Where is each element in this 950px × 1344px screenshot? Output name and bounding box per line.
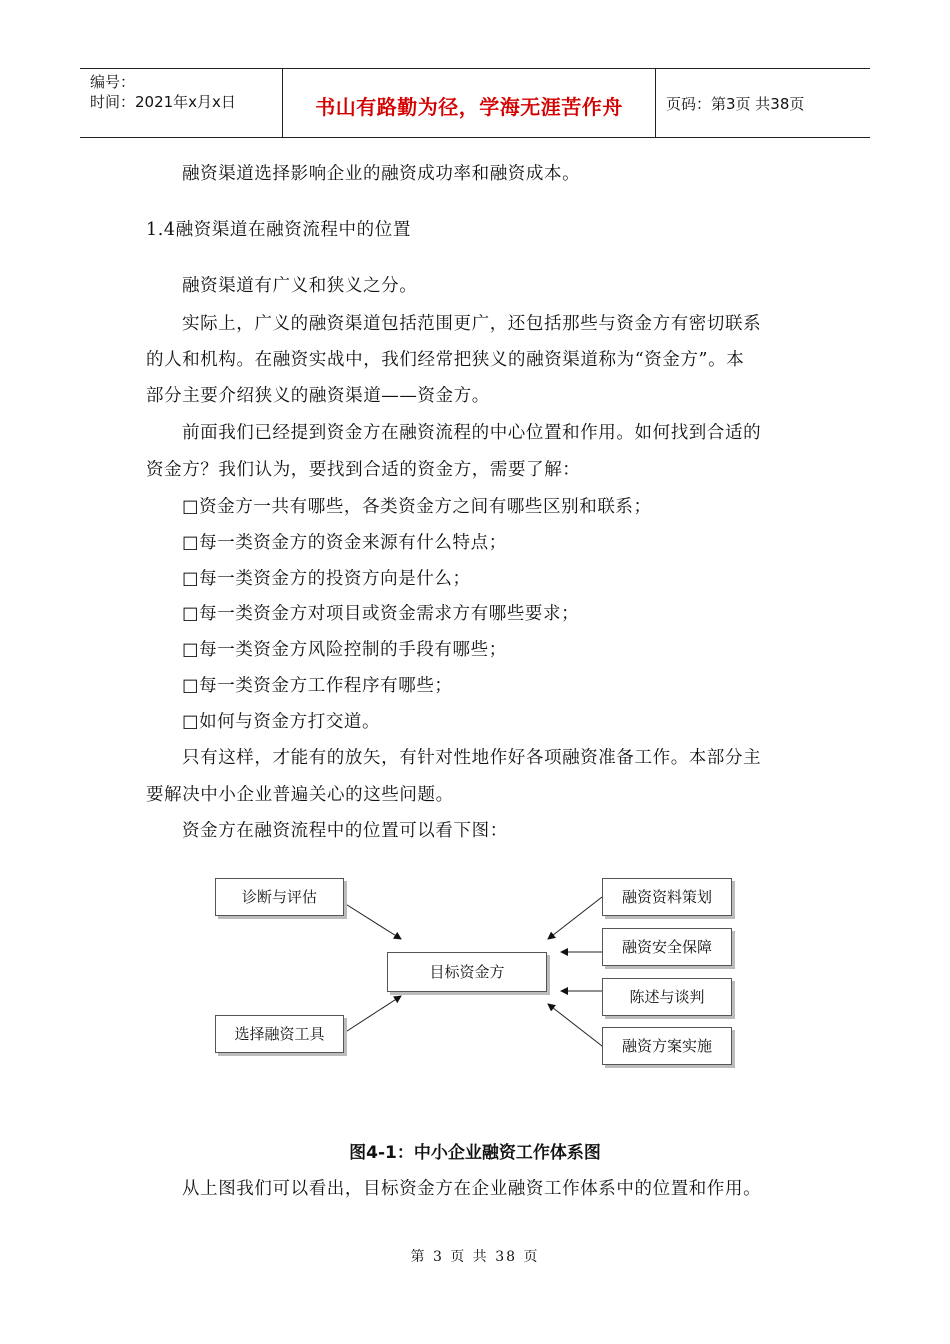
box-select-tool: 选择融资工具 [215, 1015, 344, 1053]
list-item: □每一类资金方对项目或资金需求方有哪些要求； [182, 604, 580, 624]
paragraph-line: 的人和机构。在融资实战中，我们经常把狭义的融资渠道称为“资金方”。本 [146, 350, 745, 370]
arrow-right-1 [548, 897, 602, 939]
list-item: □每一类资金方风险控制的手段有哪些； [182, 640, 507, 660]
arrow-left-bottom [344, 996, 401, 1033]
paragraph-line: 部分主要介绍狭义的融资渠道——资金方。 [146, 386, 490, 406]
arrow-left-top [344, 903, 401, 939]
paragraph: 融资渠道选择影响企业的融资成功率和融资成本。 [182, 164, 581, 184]
figure-caption: 图4-1：中小企业融资工作体系图 [349, 1143, 601, 1163]
box-diagnosis: 诊断与评估 [215, 878, 344, 916]
paragraph-line: 只有这样，才能有的放矢，有针对性地作好各项融资准备工作。本部分主 [182, 748, 762, 768]
paragraph: 从上图我们可以看出，目标资金方在企业融资工作体系中的位置和作用。 [182, 1179, 762, 1199]
paragraph: 融资渠道有广义和狭义之分。 [182, 276, 418, 296]
document-date: 时间：2021年x月x日 [90, 93, 236, 111]
arrow-right-4 [548, 1004, 602, 1046]
paragraph-line: 实际上，广义的融资渠道包括范围更广，还包括那些与资金方有密切联系 [182, 314, 762, 334]
header-page-info: 页码：第3页 共38页 [666, 95, 805, 113]
box-right-2: 融资安全保障 [602, 928, 732, 966]
paragraph-line: 要解决中小企业普遍关心的这些问题。 [146, 785, 454, 805]
list-item: □每一类资金方工作程序有哪些； [182, 676, 453, 696]
list-item: □每一类资金方的投资方向是什么； [182, 569, 471, 589]
paragraph-line: 前面我们已经提到资金方在融资流程的中心位置和作用。如何找到合适的 [182, 423, 762, 443]
header-motto: 书山有路勤为径，学海无涯苦作舟 [315, 95, 623, 119]
list-item: □资金方一共有哪些，各类资金方之间有哪些区别和联系； [182, 497, 652, 517]
section-heading: 1.4融资渠道在融资流程中的位置 [146, 220, 411, 240]
page-footer: 第 3 页 共 38 页 [410, 1249, 540, 1265]
paragraph-line: 资金方？我们认为，要找到合适的资金方，需要了解： [146, 460, 581, 480]
document-number-label: 编号： [90, 73, 136, 91]
box-right-3: 陈述与谈判 [602, 978, 732, 1016]
box-target-funder: 目标资金方 [387, 952, 547, 992]
box-right-4: 融资方案实施 [602, 1027, 732, 1065]
paragraph: 资金方在融资流程中的位置可以看下图： [182, 821, 508, 841]
box-right-1: 融资资料策划 [602, 878, 732, 916]
list-item: □每一类资金方的资金来源有什么特点； [182, 533, 507, 553]
list-item: □如何与资金方打交道。 [182, 712, 381, 732]
